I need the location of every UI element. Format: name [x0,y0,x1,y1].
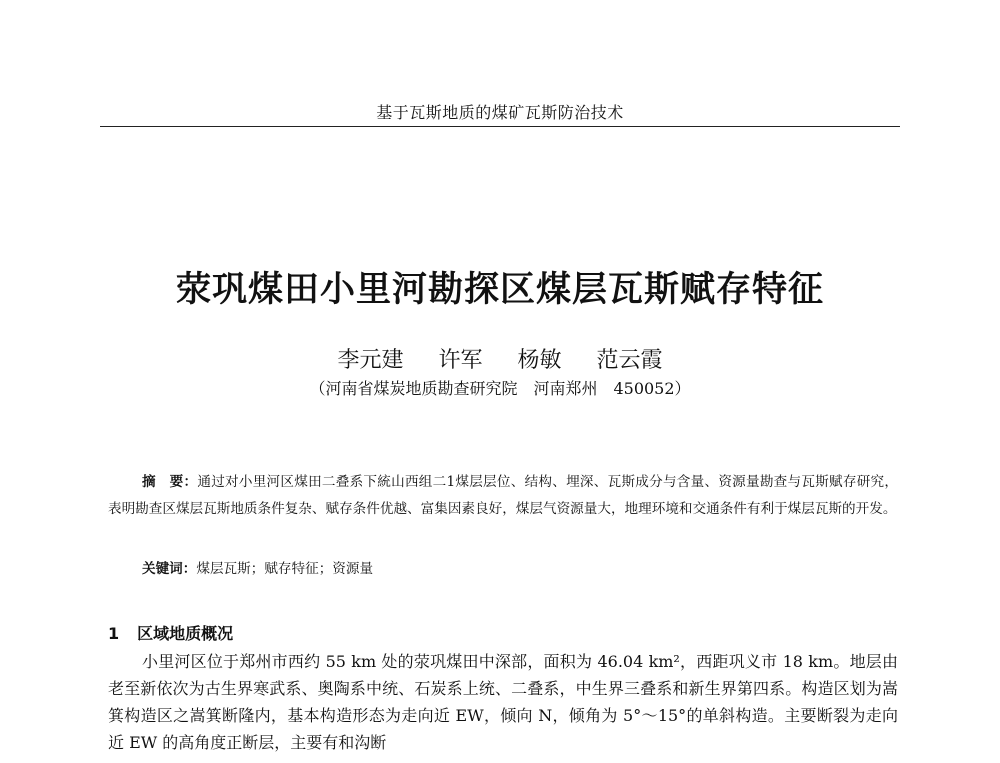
abstract [108,469,898,523]
author-name: 杨敏 [517,348,562,373]
affiliation: （河南省煤炭地质勘查研究院 河南郑州 450052） [309,379,691,398]
author-name: 李元建 [337,348,404,373]
keywords-text: 煤层瓦斯；赋存特征；资源量 [196,561,374,577]
section-number: 1 [108,624,120,643]
author-list [100,343,900,374]
author-name: 许军 [438,348,483,373]
section-title: 区域地质概况 [137,624,234,643]
body-paragraph: 小里河区位于郑州市西约 55 km 处的荥巩煤田中深部，面积为 46.04 km²，西距巩义市 18 km。地层由老至新依次为古生界寒武系、奥陶系中统、石炭系上统、二叠系，中生界三叠系和新生界第四系。构造区划为嵩箕构造区之嵩箕断隆内，基本构造形态为走向近 EW，倾向 N，倾角为 5°～15°的单斜构造。主要断裂为走向近 EW 的高角度正断层，主要有和沟断 [108,652,898,752]
abstract-text: 通过对小里河区煤田二叠系下統山西组二1煤层层位、结构、埋深、瓦斯成分与含量、资源量勘查与瓦斯赋存研究，表明勘查区煤层瓦斯地质条件复杂、赋存条件优越、富集因素良好，煤层气资源量大，地理环境和交通条件有利于煤层瓦斯的开发。 [108,474,898,517]
running-header: 基于瓦斯地质的煤矿瓦斯防治技术 [376,103,624,122]
keywords-label: 关键词： [142,561,197,577]
abstract-label: 摘 要： [142,474,198,490]
paper-title: 荥巩煤田小里河勘探区煤层瓦斯赋存特征 [175,270,824,310]
keywords [142,557,898,577]
section-heading [108,621,233,644]
author-name: 范云霞 [596,348,663,373]
header-rule [100,126,900,127]
